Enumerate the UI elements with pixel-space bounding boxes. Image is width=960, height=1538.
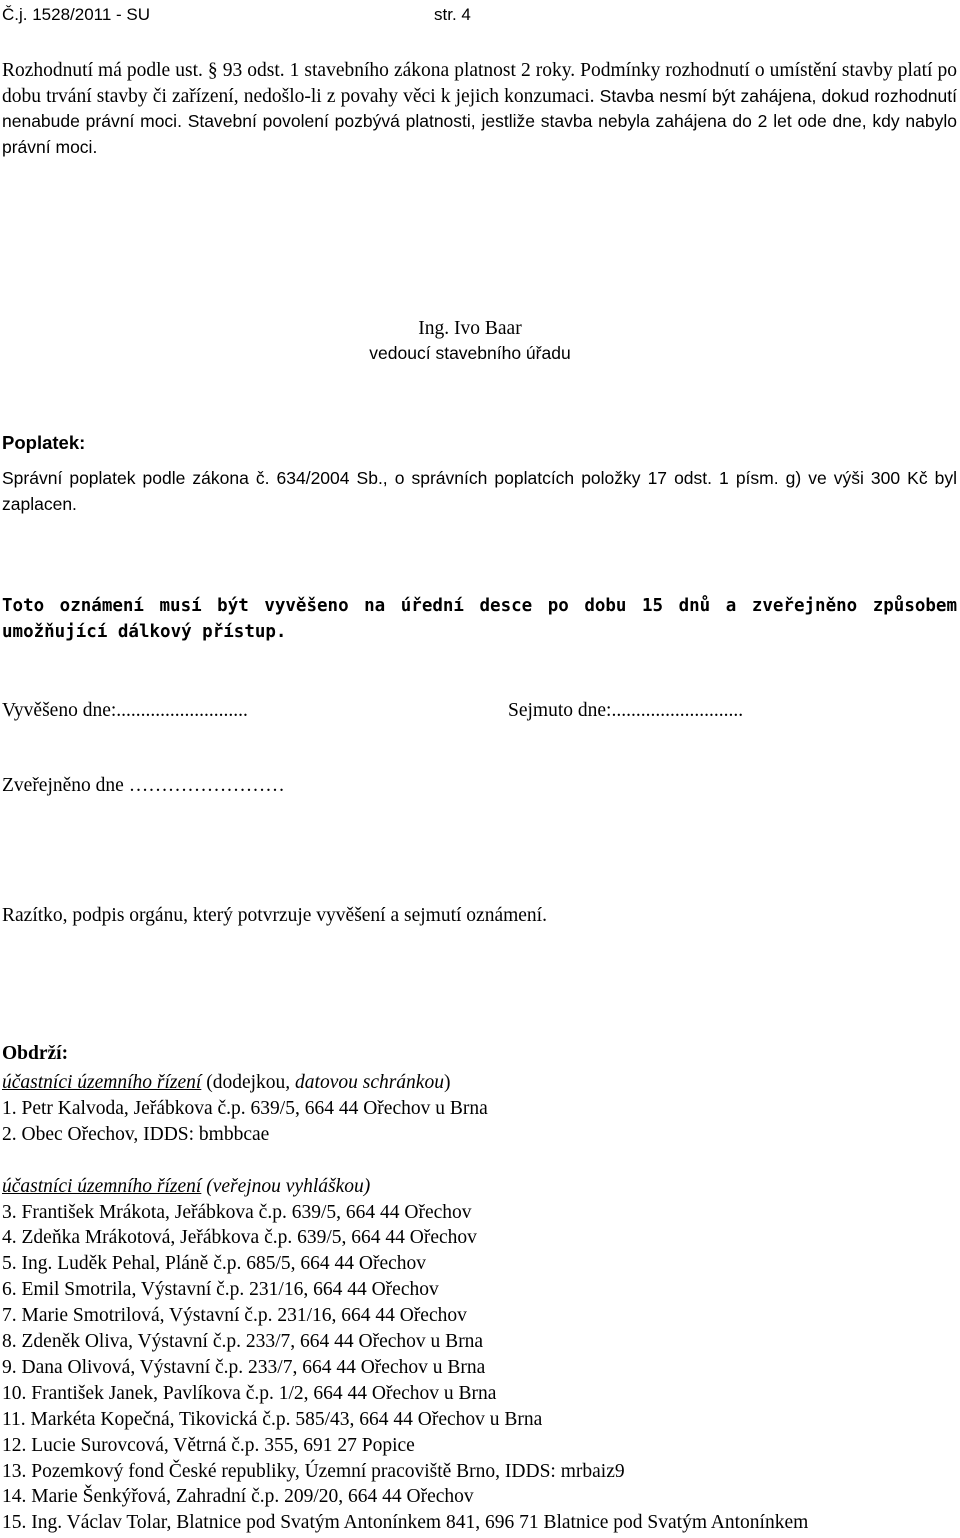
list-item: 1. Petr Kalvoda, Jeřábkova č.p. 639/5, 664 44 Ořechov u Brna (2, 1097, 488, 1119)
published-date-field: Zveřejněno dne …………………… (2, 775, 285, 796)
group2-label: účastníci územního řízení (veřejnou vyhláškou) (2, 1175, 371, 1197)
signatory-role: vedoucí stavebního úřadu (369, 343, 571, 363)
decision-start-text: Stavba nesmí být zahájena, dokud rozhodnutí nenabude právní moci. Stavební povolení pozbývá platnosti, jestliže stavba nebyla zahájena do 2 let ode dne, kdy nabylo právní moci. (2, 85, 957, 157)
list-item: 2. Obec Ořechov, IDDS: bmbbcae (2, 1123, 270, 1145)
list-item: 14. Marie Šenkýřová, Zahradní č.p. 209/20, 664 44 Ořechov (2, 1486, 474, 1508)
reference-number: Č.j. 1528/2011 - SU (2, 5, 151, 24)
page-number: str. 4 (434, 5, 471, 24)
list-item: 5. Ing. Luděk Pehal, Pláně č.p. 685/5, 664 44 Ořechov (2, 1253, 427, 1275)
page-header (0, 0, 960, 30)
signatory-name: Ing. Ivo Baar (418, 318, 522, 339)
fee-text: Správní poplatek podle zákona č. 634/2004 Sb., o správních poplatcích položky 17 odst. 1 písm. g) ve výši 300 Kč byl zaplacen. (2, 468, 957, 514)
list-item: 4. Zdeňka Mrákotová, Jeřábkova č.p. 639/5, 664 44 Ořechov (2, 1227, 477, 1249)
list-item: 8. Zdeněk Oliva, Výstavní č.p. 233/7, 664 44 Ořechov u Brna (2, 1331, 484, 1353)
fee-heading: Poplatek: (2, 432, 86, 453)
list-item: 3. František Mrákota, Jeřábkova č.p. 639/5, 664 44 Ořechov (2, 1201, 472, 1223)
list-item: 15. Ing. Václav Tolar, Blatnice pod Svatým Antonínkem 841, 696 71 Blatnice pod Svatým Antonínkem (2, 1512, 809, 1534)
list-item: 11. Markéta Kopečná, Tikovická č.p. 585/43, 664 44 Ořechov u Brna (2, 1408, 543, 1430)
notice-text: Toto oznámení musí být vyvěšeno na úřední desce po dobu 15 dnů a zveřejněno způsobem umožňující dálkový přístup. (2, 596, 957, 642)
stamp-note: Razítko, podpis orgánu, který potvrzuje vyvěšení a sejmutí oznámení. (2, 905, 547, 926)
decision-validity-text: Rozhodnutí má podle ust. § 93 odst. 1 stavebního zákona platnost 2 roky. Podmínky rozhodnutí o umístění stavby platí po dobu trvání stavby či zařízení, nedošlo-li z povahy věci k jejich konzumaci. (2, 60, 957, 107)
list-gap (2, 1148, 808, 1174)
list-item: 7. Marie Smotrilová, Výstavní č.p. 231/16, 664 44 Ořechov (2, 1305, 467, 1327)
list-item: 13. Pozemkový fond České republiky, Územní pracoviště Brno, IDDS: mrbaiz9 (2, 1460, 625, 1482)
removed-date-field: Sejmuto dne:........................... (508, 700, 744, 721)
recipients-list (2, 1070, 808, 1536)
list-item: 6. Emil Smotrila, Výstavní č.p. 231/16, 664 44 Ořechov (2, 1279, 439, 1301)
list-item: 12. Lucie Surovcová, Větrná č.p. 355, 691 27 Popice (2, 1434, 415, 1456)
group1-label: účastníci územního řízení (dodejkou, datovou schránkou) (2, 1072, 451, 1093)
recipients-heading: Obdrží: (2, 1043, 69, 1064)
list-item: 10. František Janek, Pavlíkova č.p. 1/2, 664 44 Ořechov u Brna (2, 1382, 497, 1404)
decision-paragraph (2, 58, 957, 160)
posted-date-field: Vyvěšeno dne:........................... (2, 700, 248, 721)
list-item: 9. Dana Olivová, Výstavní č.p. 233/7, 664 44 Ořechov u Brna (2, 1356, 486, 1378)
